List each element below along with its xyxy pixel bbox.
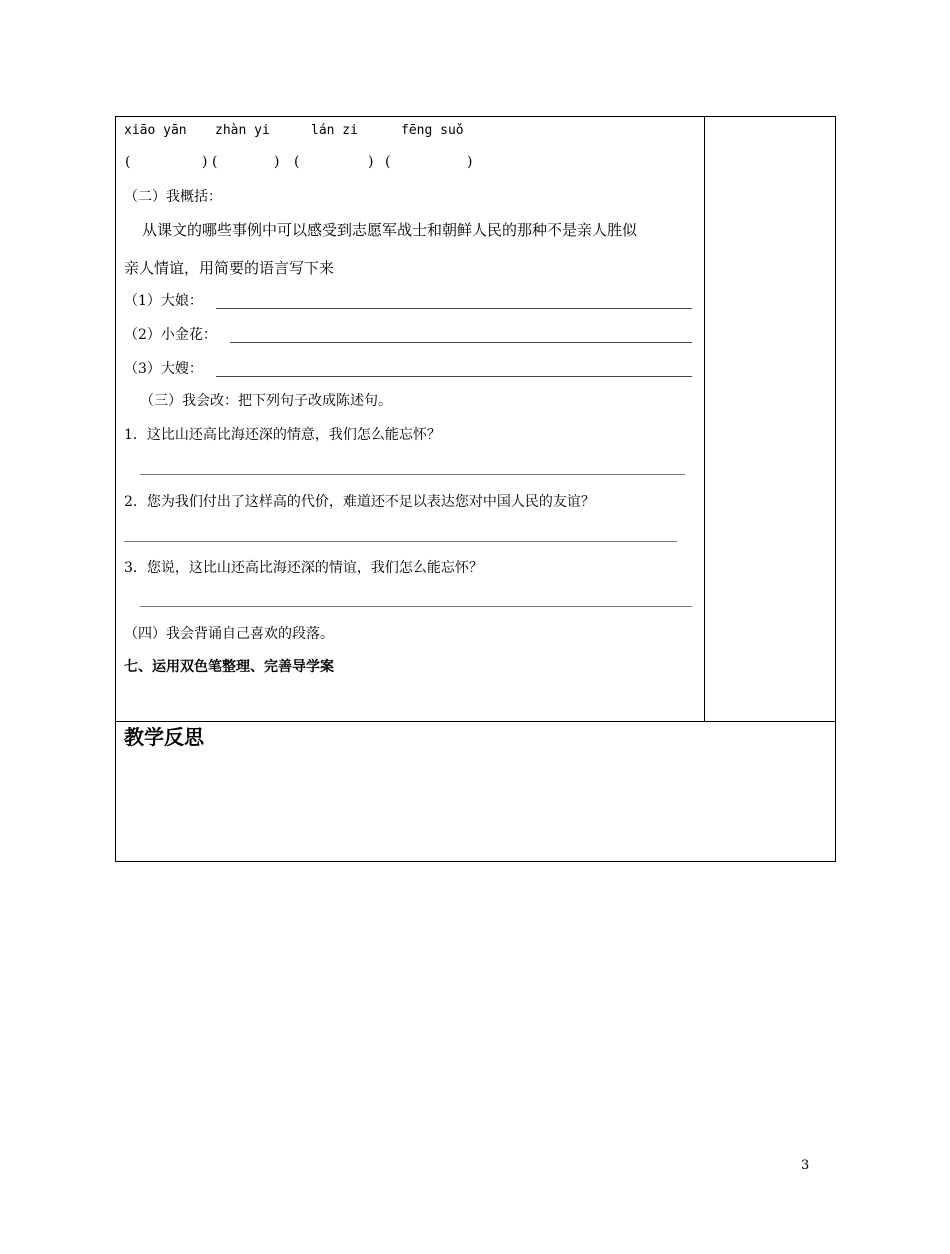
bracket-close-1: )	[202, 154, 208, 170]
row-divider	[115, 721, 836, 722]
answer-line-sentence-1	[140, 474, 685, 475]
answer-label-dasao: （3）大嫂：	[124, 361, 203, 377]
pinyin-4: fēng suǒ	[401, 123, 464, 138]
answer-label-daniang: （1）大娘：	[124, 293, 203, 309]
section2-prompt-line1: 从课文的哪些事例中可以感受到志愿军战士和朝鲜人民的那种不是亲人胜似	[142, 221, 638, 239]
sentence-3: 3．您说，这比山还高比海还深的情谊，我们怎么能忘怀？	[124, 560, 483, 576]
bracket-open-1: (	[125, 154, 131, 170]
reflection-title: 教学反思	[124, 725, 204, 749]
sentence-2: 2．您为我们付出了这样高的代价，难道还不足以表达您对中国人民的友谊？	[124, 494, 595, 510]
answer-line-daniang	[216, 308, 692, 309]
bracket-close-4: )	[467, 154, 473, 170]
section4-heading: （四）我会背诵自己喜欢的段落。	[124, 626, 334, 642]
section2-heading: （二）我概括：	[124, 189, 222, 205]
column-divider	[704, 116, 705, 721]
bracket-open-2: (	[212, 154, 218, 170]
bracket-open-4: (	[385, 154, 391, 170]
section2-prompt-line2: 亲人情谊，用简要的语言写下来	[124, 259, 335, 277]
answer-line-xiaojinhua	[230, 342, 692, 343]
section3-heading: （三）我会改：把下列句子改成陈述句。	[140, 393, 392, 409]
sentence-1: 1．这比山还高比海还深的情意，我们怎么能忘怀？	[124, 427, 441, 443]
pinyin-1: xiāo yān	[124, 123, 187, 138]
page-number: 3	[801, 1158, 810, 1173]
bracket-close-3: )	[368, 154, 374, 170]
pinyin-3: lán zi	[311, 123, 358, 138]
bracket-close-2: )	[274, 154, 280, 170]
bracket-open-3: (	[294, 154, 300, 170]
answer-line-dasao	[216, 376, 692, 377]
answer-line-sentence-2	[124, 541, 677, 542]
answer-label-xiaojinhua: （2）小金花：	[124, 327, 217, 343]
pinyin-2: zhàn yi	[215, 123, 270, 138]
answer-line-sentence-3	[140, 606, 692, 607]
section7-heading: 七、运用双色笔整理、完善导学案	[124, 659, 334, 675]
